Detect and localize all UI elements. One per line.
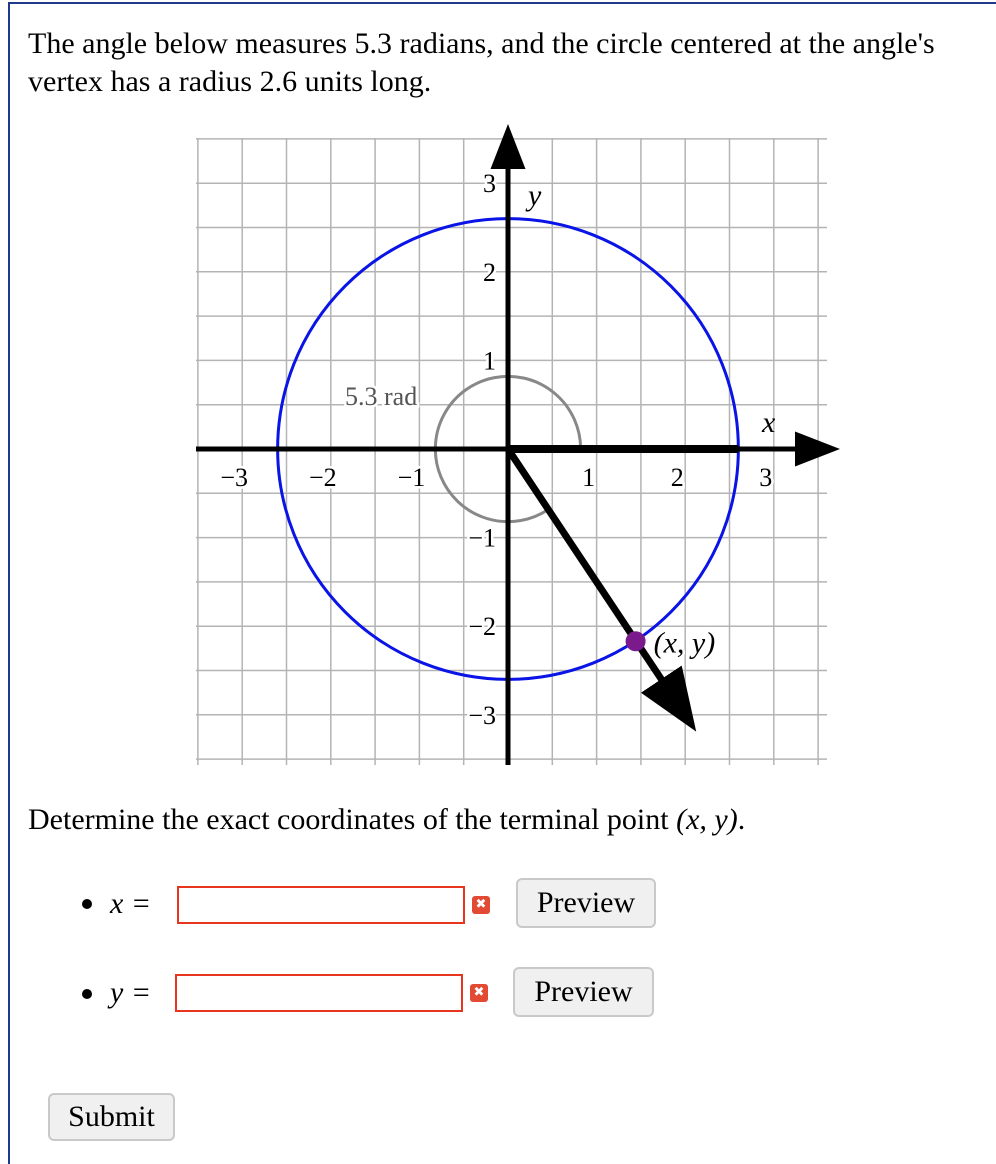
submit-button[interactable]: Submit xyxy=(48,1093,175,1141)
bullet-y xyxy=(82,989,92,999)
question-tail: . xyxy=(737,803,746,836)
x-tick-label: 1 xyxy=(582,463,596,492)
x-tick-label: −2 xyxy=(308,463,337,492)
terminal-point-label: (x, y) xyxy=(653,626,716,660)
y-axis-label: y xyxy=(528,179,542,212)
x-axis-label: x xyxy=(762,406,776,439)
bullet-x xyxy=(82,899,92,909)
x-tick-label: 3 xyxy=(759,463,773,492)
y-tick-label: −3 xyxy=(468,700,496,730)
question-lead: Determine the exact coordinates of the terminal point xyxy=(28,803,677,836)
x-tick-label: −3 xyxy=(220,463,249,492)
y-answer-input[interactable] xyxy=(175,974,463,1012)
angle-label: 5.3 rad xyxy=(345,382,418,411)
x-preview-button[interactable]: Preview xyxy=(516,878,656,928)
y-error-icon: ✖ xyxy=(470,984,488,1002)
y-preview-button[interactable]: Preview xyxy=(513,967,654,1017)
y-tick-label: 3 xyxy=(483,169,496,199)
x-tick-label: 2 xyxy=(670,463,684,492)
x-label: x = xyxy=(110,887,152,920)
terminal-point[interactable] xyxy=(626,631,646,651)
problem-prompt: The angle below measures 5.3 radians, and the circle centered at the angle's vertex has a radius 2.6 units long. xyxy=(28,27,935,98)
x-answer-input[interactable] xyxy=(177,886,465,924)
y-tick-label: −2 xyxy=(468,612,496,642)
question-math: (x, y) xyxy=(676,803,738,836)
question-text xyxy=(28,800,745,840)
x-error-icon: ✖ xyxy=(472,896,490,914)
x-tick-label: −1 xyxy=(397,463,426,492)
y-tick-label: 2 xyxy=(483,257,496,287)
y-tick-label: −1 xyxy=(468,523,496,553)
y-tick-label: 1 xyxy=(483,346,496,376)
y-label: y = xyxy=(110,976,152,1009)
